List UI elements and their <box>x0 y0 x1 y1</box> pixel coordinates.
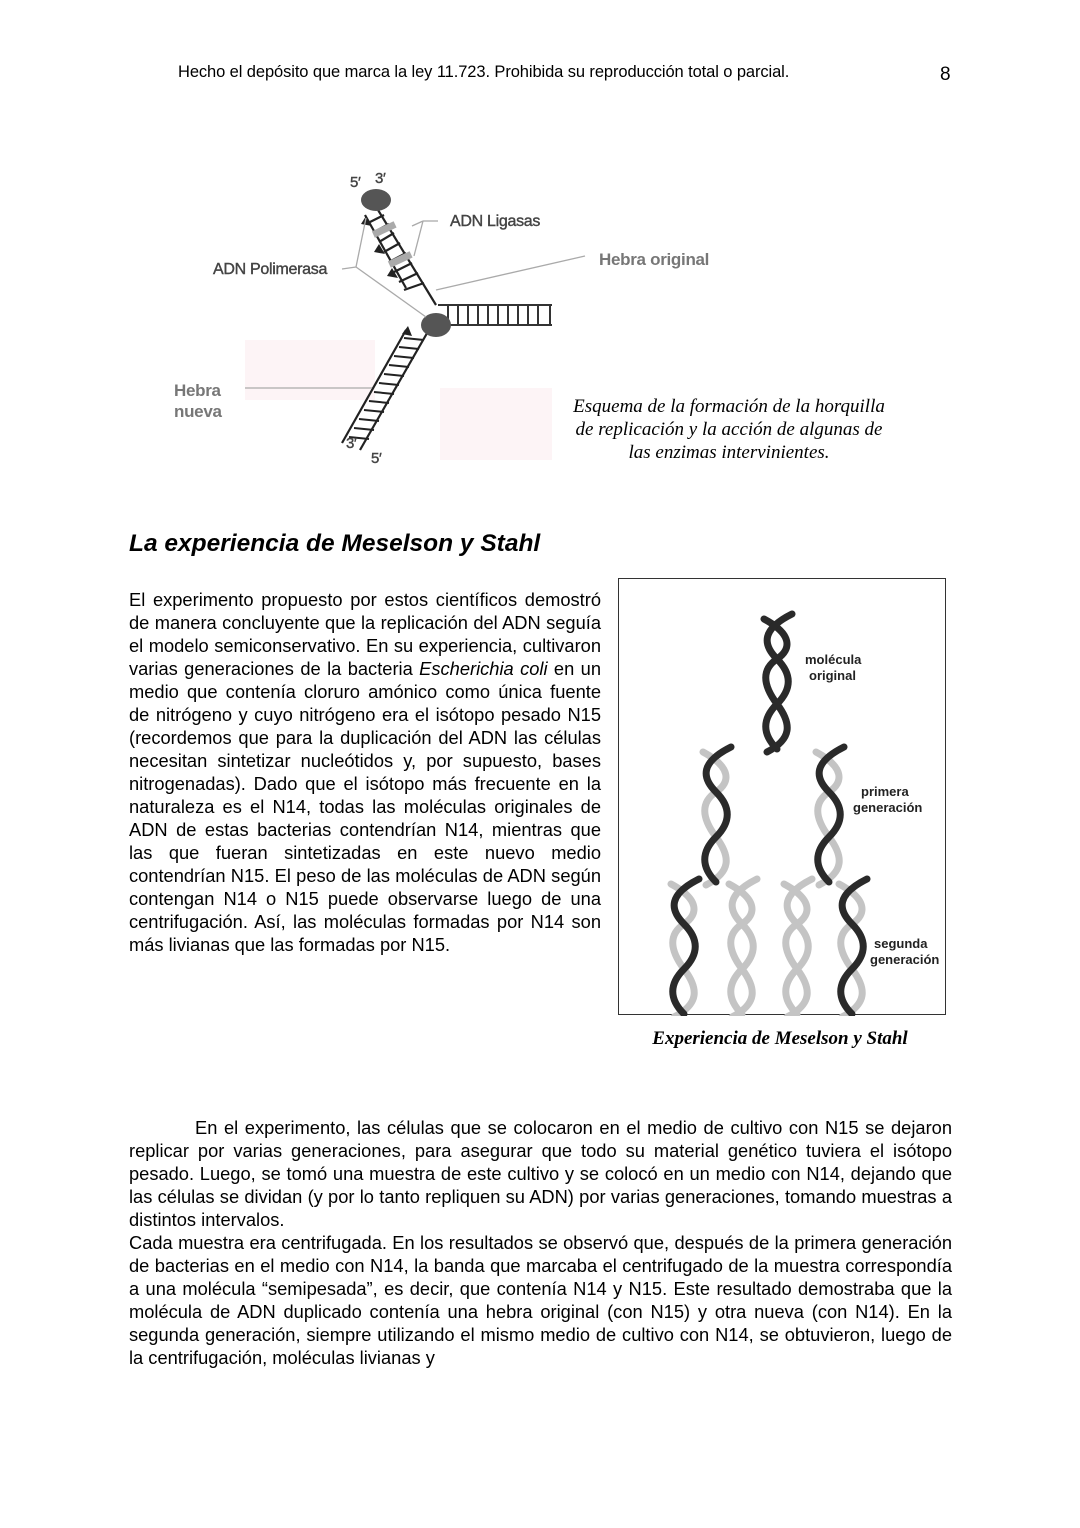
label-3-prime-top: 3′ <box>375 170 386 187</box>
replication-fork-figure <box>160 160 920 480</box>
label-adn-ligasas: ADN Ligasas <box>450 213 541 230</box>
meselson-stahl-figure <box>618 578 946 1015</box>
label-3-prime-bottom: 3′ <box>346 435 357 452</box>
paragraph-results: Cada muestra era centrifugada. En los resultados se observó que, después de la primera generación de bacterias en el medio con N14, la banda que marcaba el centrifugado de la muestra correspondía a una molécula “semipesada”, es decir, que contenía N14 y N15. Este resultado demostraba que la molécula de ADN duplicado contenía una hebra original (con N15) y otra nueva (con N14). En la segunda generación, siempre utilizando el mismo medio de cultivo con N14, se obtuvieron, luego de la centrifugación, moléculas livianas y <box>129 1232 952 1368</box>
paragraph-intro: El experimento propuesto por estos científicos demostró de manera concluyente que la replicación del ADN seguía el modelo semiconservativo. En su experiencia, cultivaron varias generaciones de la bacteria Escherichia coli en un medio que contenía cloruro amónico como única fuente de nitrógeno y cuyo nitrógeno era el isótopo pesado N15 (recordemos que para la duplicación del ADN las células necesitan sintetizar nucleótidos y, por supuesto, bases nitrogenadas). Dado que el isótopo más frecuente en la naturaleza es el N14, todas las moléculas originales de ADN de estas bacterias contendrían N14, mientras que las que fueran sintetizadas en este nuevo medio contendrían N15. El peso de las moléculas de ADN según contengan N14 o N15 puede observarse luego de una centrifugación. Así, las moléculas formadas por N14 son más livianas que las formadas por N15. <box>129 589 601 955</box>
section-title: La experiencia de Meselson y Stahl <box>129 530 541 557</box>
label-segunda-generacion: segunda generación <box>870 936 940 967</box>
figure2-caption: Experiencia de Meselson y Stahl <box>652 1028 908 1049</box>
body-text <box>129 1116 952 1369</box>
page-header: Hecho el depósito que marca la ley 11.723. Prohibida su reproducción total o parcial. <box>178 63 790 81</box>
label-adn-polimerasa: ADN Polimerasa <box>213 261 328 278</box>
figure1-caption: Esquema de la formación de la horquilla de replicación y la acción de algunas de las enzimas intervinientes. <box>573 396 885 463</box>
label-5-prime-top: 5′ <box>350 174 361 191</box>
label-hebra-original: Hebra original <box>599 250 710 269</box>
label-primera-generacion: primera generación <box>853 784 923 815</box>
label-molecula-original: molécula original <box>805 652 862 683</box>
label-hebra-nueva: Hebra nueva <box>174 381 222 418</box>
species-name: Escherichia coli <box>419 658 548 679</box>
page-number: 8 <box>940 64 951 85</box>
paragraph-experiment: En el experimento, las células que se colocaron en el medio de cultivo con N15 se dejaron replicar por varias generaciones, para asegurar que todo su material genético tuviera el isótopo pesado. Luego, se tomó una muestra de este cultivo y se colocó en un medio con N14, dejando que las células se dividan (y por lo tanto repliquen su ADN) por varias generaciones, tomando muestras a distintos intervalos. <box>129 1117 952 1230</box>
label-5-prime-bottom: 5′ <box>371 450 382 467</box>
